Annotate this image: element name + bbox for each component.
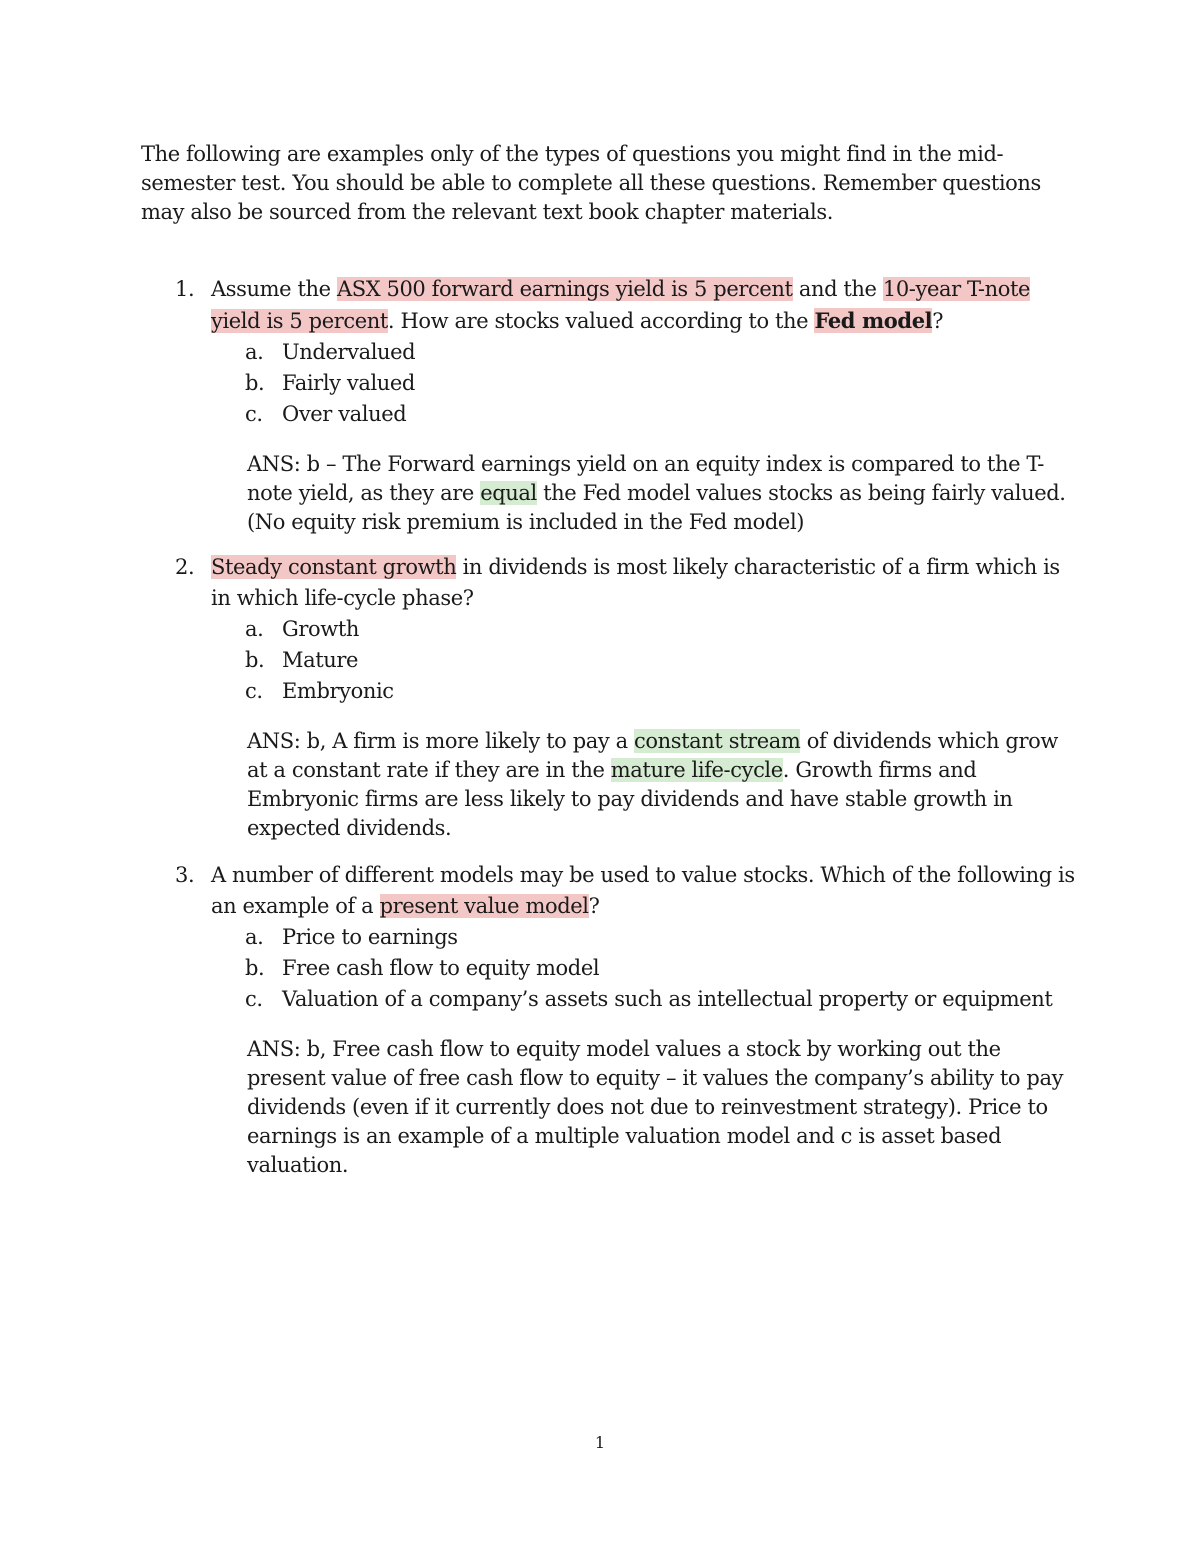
options-list (141, 614, 1076, 707)
option-letter: a. (245, 340, 264, 364)
option-b (141, 953, 1076, 984)
option-letter: a. (245, 617, 264, 641)
answer-text: ANS: b, A firm is more likely to pay a (247, 729, 634, 753)
option-letter: b. (245, 371, 265, 395)
highlight-red: present value model (379, 894, 589, 918)
answer-text: of dividends which grow at a constant rate if they are in the (247, 729, 1058, 782)
option-a (141, 922, 1076, 953)
question-number: 2. (175, 555, 195, 579)
highlight-green: equal (480, 481, 537, 505)
stem-text: and the (792, 277, 883, 301)
option-text: Growth (282, 617, 359, 641)
highlight-red: Steady constant growth (211, 555, 457, 579)
option-text: Free cash flow to equity model (282, 956, 600, 980)
options-list (141, 922, 1076, 1015)
answer-paragraph (141, 727, 1076, 843)
answer-paragraph (141, 1035, 1076, 1180)
option-b (141, 645, 1076, 676)
question-stem (141, 860, 1076, 922)
question-number: 3. (175, 863, 195, 887)
options-list (141, 337, 1076, 430)
question-1 (141, 274, 1076, 537)
option-text: Over valued (282, 402, 407, 426)
highlight-red: 10-year T-note yield is 5 percent (211, 277, 1031, 333)
option-c (141, 984, 1076, 1015)
answer-text: ANS: b, Free cash flow to equity model values a stock by working out the present value of free cash flow to equity – it values the company’s ability to pay dividends (even if it currently does not due to reinvestment strategy). Price to earnings is an example of a multiple valuation model and c is asset based valuation. (247, 1037, 1064, 1177)
stem-text: ? (932, 309, 944, 333)
option-text: Undervalued (282, 340, 416, 364)
option-c (141, 676, 1076, 707)
highlight-green: mature life-cycle (610, 758, 783, 782)
option-text: Fairly valued (282, 371, 415, 395)
option-a (141, 337, 1076, 368)
page-number: 1 (594, 1433, 606, 1452)
question-3 (141, 860, 1076, 1180)
answer-text: . Growth firms and Embryonic firms are less likely to pay dividends and have stable growth in expected dividends. (247, 758, 1013, 840)
option-text: Price to earnings (282, 925, 458, 949)
answer-text: ANS: b – The Forward earnings yield on an equity index is compared to the T-note yield, as they are (247, 452, 1044, 505)
option-letter: b. (245, 956, 265, 980)
option-text: Embryonic (282, 679, 394, 703)
question-number: 1. (175, 277, 195, 301)
highlight-red: ASX 500 forward earnings yield is 5 percent (336, 277, 793, 301)
option-c (141, 399, 1076, 430)
stem-text: ? (588, 894, 600, 918)
option-letter: b. (245, 648, 265, 672)
option-letter: a. (245, 925, 264, 949)
intro-paragraph: The following are examples only of the types of questions you might find in the mid-semester test. You should be able to complete all these questions. Remember questions may also be sourced from the relevant text book chapter materials. (141, 142, 1041, 224)
option-text: Valuation of a company’s assets such as intellectual property or equipment (282, 987, 1053, 1011)
answer-paragraph (141, 450, 1076, 537)
question-stem (141, 274, 1076, 337)
highlight-green: constant stream (634, 729, 801, 753)
option-b (141, 368, 1076, 399)
option-letter: c. (245, 402, 263, 426)
highlight-red-bold: Fed model (814, 308, 933, 333)
question-stem (141, 552, 1076, 614)
option-a (141, 614, 1076, 645)
stem-text: A number of different models may be used to value stocks. Which of the following is an example of a (211, 863, 1075, 918)
answer-text: the Fed model values stocks as being fairly valued. (No equity risk premium is included in the Fed model) (247, 481, 1066, 534)
option-text: Mature (282, 648, 359, 672)
stem-text: Assume the (211, 277, 337, 301)
question-2 (141, 552, 1076, 843)
option-letter: c. (245, 679, 263, 703)
option-letter: c. (245, 987, 263, 1011)
stem-text: in dividends is most likely characteristic of a firm which is in which life-cycle phase? (211, 555, 1060, 610)
stem-text: . How are stocks valued according to the (387, 309, 815, 333)
